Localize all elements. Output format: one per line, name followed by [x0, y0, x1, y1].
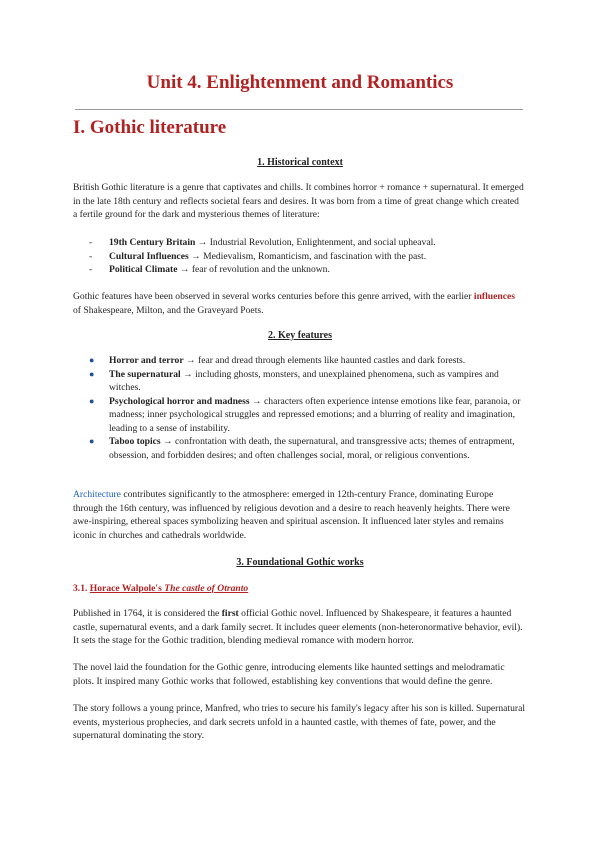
- list-item-text: characters often experience intense emotions like fear, paranoia, or madness; inner psychological struggles and repressed emotions; and a blurring of reality and imagination, leading to a sense of instability.: [109, 395, 521, 434]
- p1-text-after: official Gothic novel. Influenced by Shakespeare, it features a haunted castle, supernatural events, and a dark family secret. It includes queer elements (non-heteronormative behavior, evil). It sets the stage for the Gothic tradition, blending medieval romance with modern horror.: [73, 608, 523, 646]
- list-item-term: Psychological horror and madness: [109, 395, 250, 407]
- historical-context-heading: 1. Historical context: [257, 157, 343, 168]
- list-item-text: fear and dread through elements like haunted castles and dark forests.: [198, 355, 466, 366]
- influences-paragraph: [73, 290, 525, 317]
- influences-text-after: of Shakespeare, Milton, and the Graveyard Poets.: [73, 304, 264, 316]
- list-item-text: including ghosts, monsters, and unexplained phenomena, such as vampires and witches.: [109, 368, 499, 393]
- arrow-glyph: →: [183, 355, 198, 366]
- list-item: [73, 354, 525, 368]
- bullet-dot-icon: ●: [89, 436, 95, 446]
- bullet-dot-icon: ●: [89, 368, 95, 379]
- list-item: [73, 250, 525, 264]
- arrow-glyph: →: [188, 250, 204, 262]
- arrow-glyph: →: [177, 264, 192, 275]
- arrow-glyph: →: [249, 395, 265, 407]
- influences-highlight: influences: [473, 291, 515, 302]
- list-item-term: Cultural Influences: [109, 250, 189, 262]
- list-item-term: 19th Century Britain: [109, 237, 196, 248]
- otranto-subheading: [73, 583, 248, 594]
- list-item: [73, 368, 525, 395]
- list-item-term: The supernatural: [109, 368, 181, 380]
- otranto-paragraph-1: [73, 607, 525, 648]
- arrow-glyph: →: [160, 436, 176, 447]
- list-item: [73, 395, 525, 436]
- document-title: Unit 4. Enlightenment and Romantics: [146, 72, 454, 93]
- arrow-glyph: →: [195, 237, 210, 248]
- architecture-term: Architecture: [73, 489, 121, 500]
- key-features-heading: 2. Key features: [268, 330, 332, 341]
- dash-bullet: -: [89, 264, 93, 275]
- list-item-text: confrontation with death, the supernatural, and transgressive acts; themes of entrapment, obsession, and forbidden desires; and often challenges social, moral, or religious conventions.: [109, 436, 515, 461]
- influences-text-before: Gothic features have been observed in several works centuries before this genre arrived, with the earlier: [73, 291, 474, 302]
- historical-context-list: [73, 236, 525, 277]
- list-item-term: Political Climate: [109, 264, 178, 275]
- historical-intro-paragraph: British Gothic literature is a genre that captivates and chills. It combines horror + romance + supernatural. It emerged in the late 18th century and reflects societal fears and desires. It was born from a time of great change which created a fertile ground for the dark and mysterious themes of literature:: [73, 182, 524, 220]
- key-features-list: [73, 354, 525, 462]
- list-item: [73, 236, 525, 250]
- list-item-text: fear of revolution and the unknown.: [191, 264, 330, 275]
- otranto-paragraph-2: The novel laid the foundation for the Gothic genre, introducing elements like haunted settings and melodramatic plots. It inspired many Gothic works that followed, establishing key conventions that would define the genre.: [73, 662, 505, 687]
- list-item-text: Medievalism, Romanticism, and fascination with the past.: [203, 250, 427, 262]
- p1-bold-word: first: [221, 608, 239, 619]
- architecture-text: contributes significantly to the atmosphere: emerged in 12th-century France, dominating Europe through the 16th century, was influenced by religious devotion and a desire to reach heavenly heights. There were awe-inspiring, ethereal spaces symbolizing heaven and spiritual ascension. It influenced later styles and remains iconic in churches and cathedrals worldwide.: [73, 489, 510, 541]
- title-divider: [75, 109, 523, 110]
- list-item: [73, 263, 525, 277]
- list-item-text: Industrial Revolution, Enlightenment, and social upheaval.: [209, 237, 436, 248]
- arrow-glyph: →: [180, 368, 196, 380]
- p1-text-before: Published in 1764, it is considered the: [73, 608, 222, 619]
- subheading-author: Horace Walpole's: [89, 583, 162, 594]
- architecture-paragraph: [73, 488, 525, 542]
- subheading-number: 3.1.: [73, 583, 90, 594]
- foundational-works-heading: 3. Foundational Gothic works: [236, 557, 364, 568]
- bullet-dot-icon: ●: [89, 395, 95, 406]
- list-item: [73, 435, 525, 462]
- section-title: I. Gothic literature: [73, 117, 227, 138]
- list-item-term: Horror and terror: [109, 355, 184, 366]
- list-item-term: Taboo topics: [109, 436, 161, 447]
- bullet-dot-icon: ●: [89, 355, 95, 365]
- dash-bullet: -: [89, 237, 93, 248]
- otranto-paragraph-3: The story follows a young prince, Manfred, who tries to secure his family's legacy after his son is killed. Supernatural events, mysterious prophecies, and dark secrets unfold in a haunted castle, with themes of fate, power, and the supernatural dominating the story.: [73, 703, 525, 741]
- dash-bullet: -: [89, 250, 93, 262]
- subheading-work-title: The castle of Otranto: [164, 583, 249, 594]
